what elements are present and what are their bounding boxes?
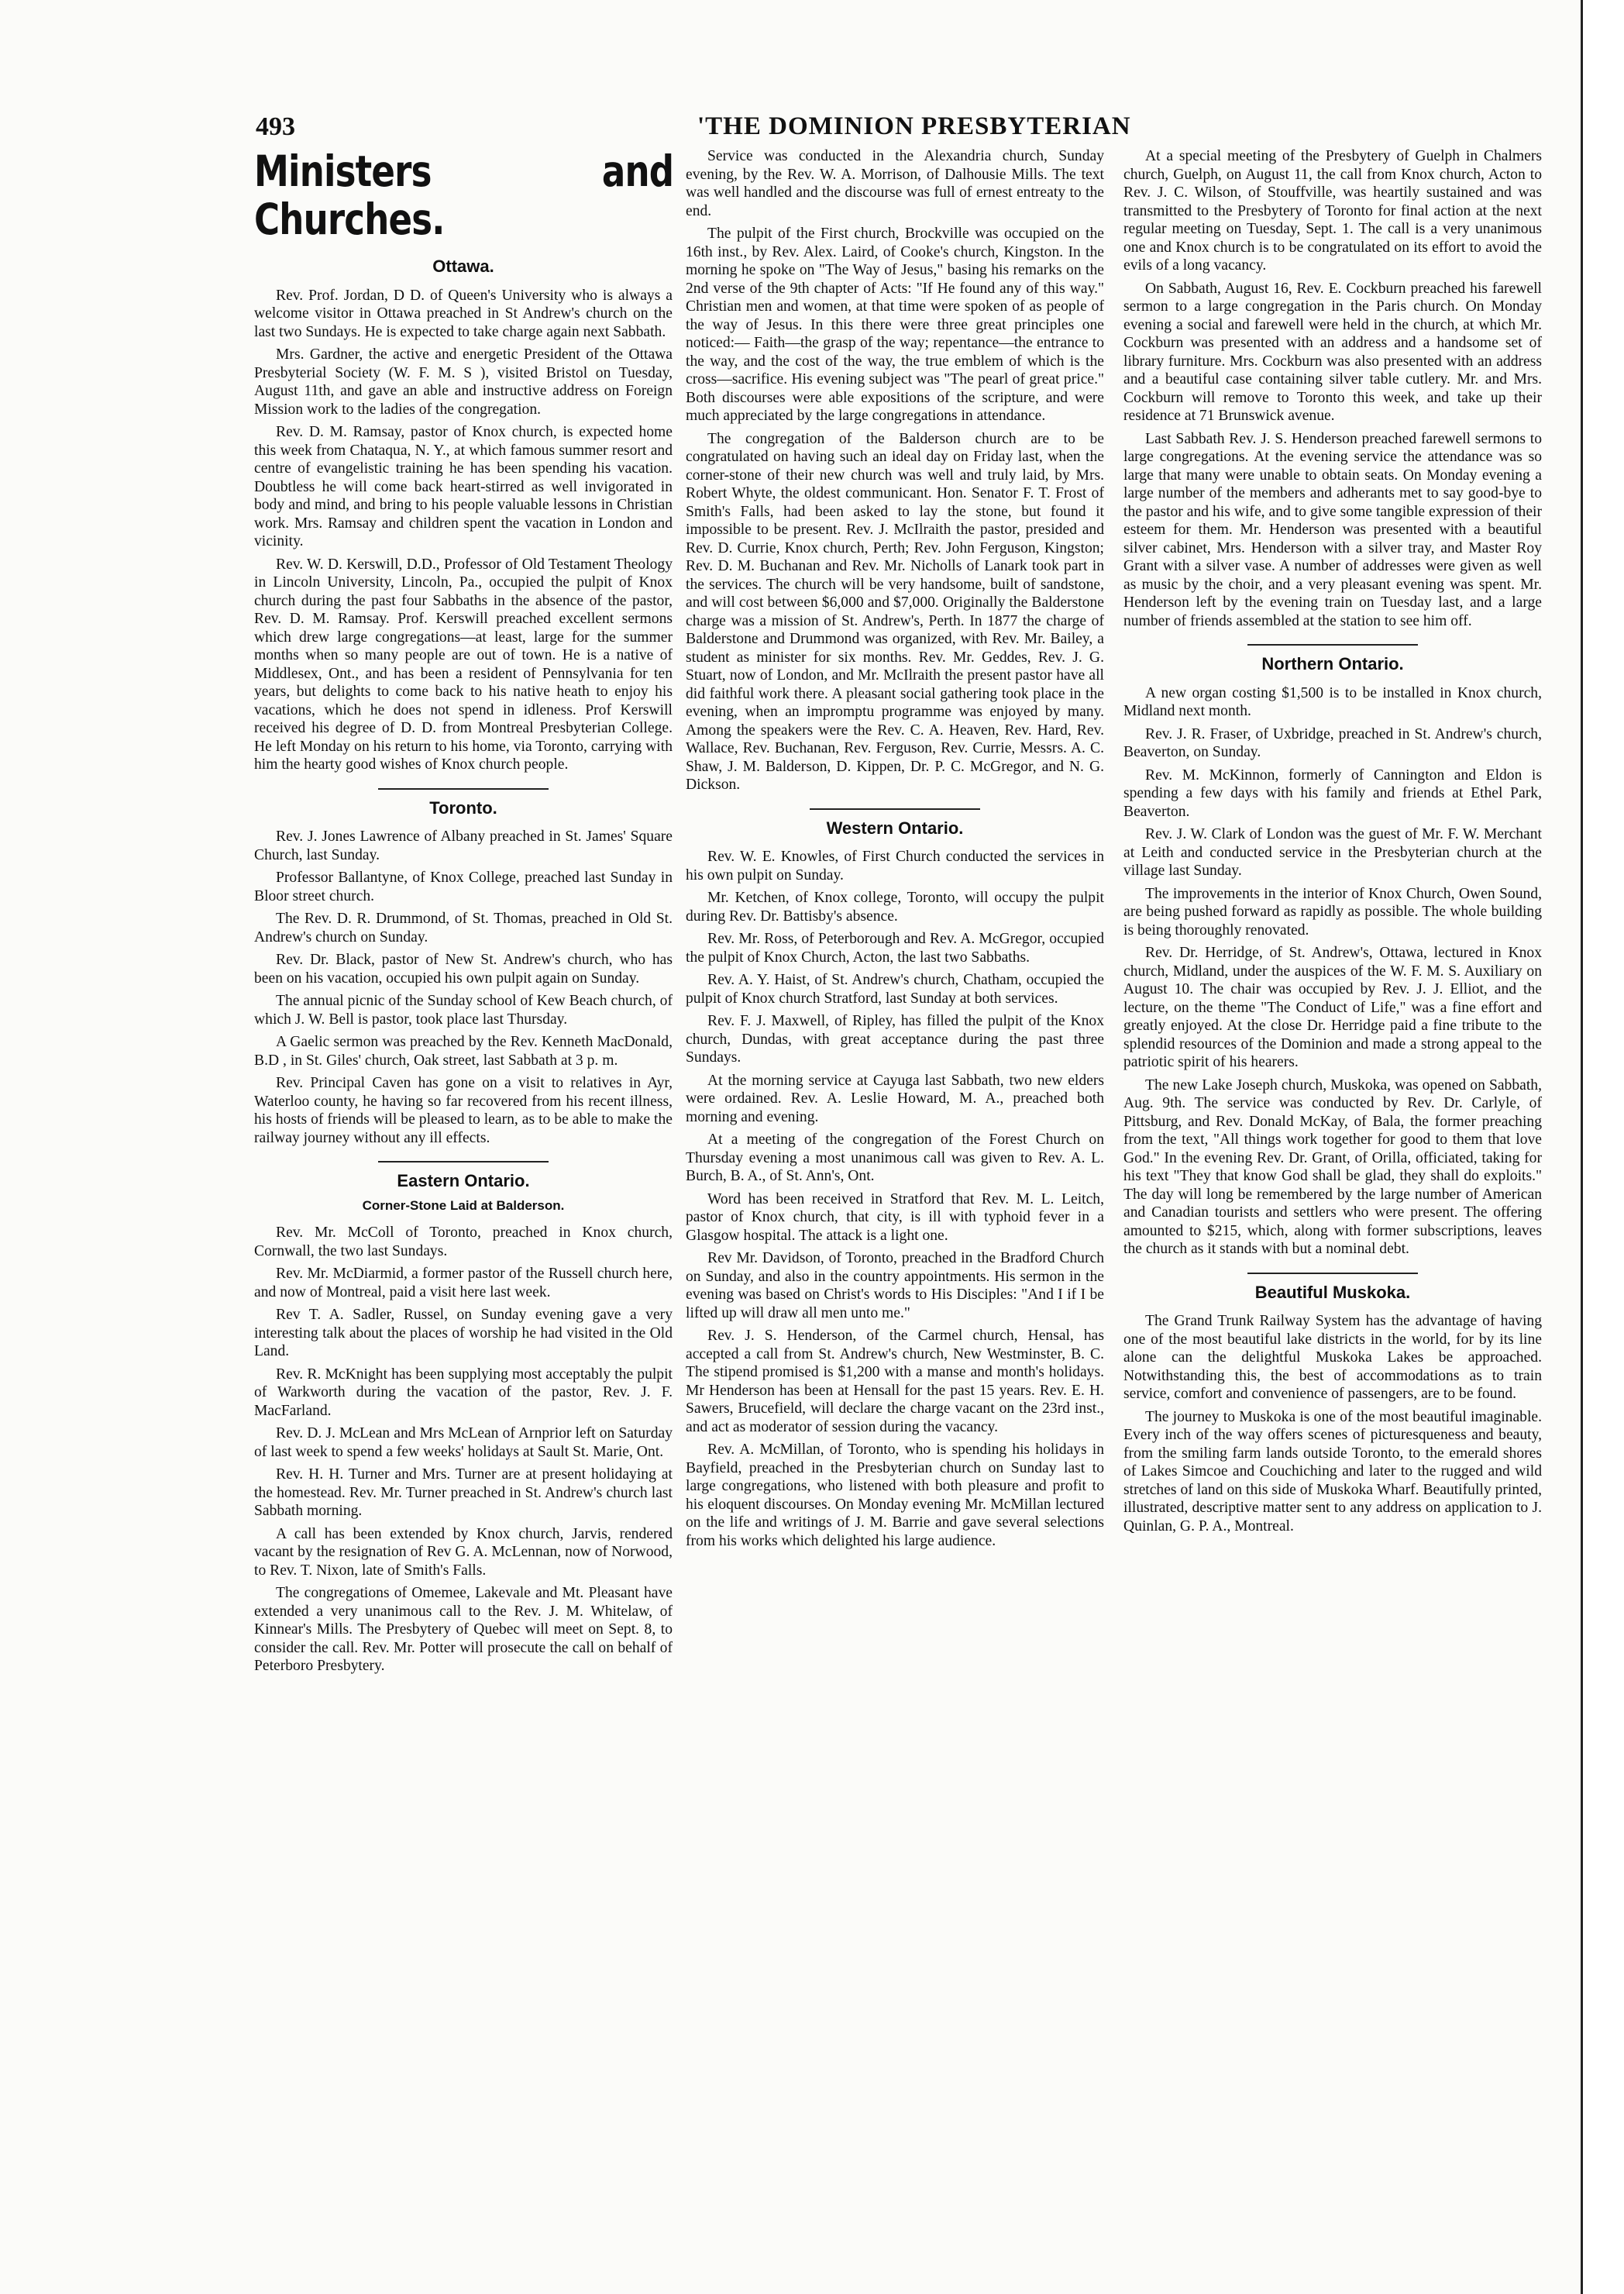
paragraph: The annual picnic of the Sunday school of Kew Beach church, of which J. W. Bell is pastor, took place last Thursday. (254, 993, 673, 1028)
column-one (254, 147, 673, 1680)
paragraph: Rev. J. R. Fraser, of Uxbridge, preached in St. Andrew's church, Beaverton, on Sunday. (1123, 725, 1542, 760)
section-divider (378, 1161, 549, 1162)
section-heading-ottawa: Ottawa. (432, 257, 494, 276)
paragraph: Rev. M. McKinnon, formerly of Cannington and Eldon is spending a few days with his family and friends at Ethel Park, Beaverton. (1123, 766, 1542, 820)
paragraph: Rev. H. H. Turner and Mrs. Turner are at present holidaying at the homestead. Rev. Mr. Turner preached in St. Andrew's church last Sabbath morning. (254, 1466, 673, 1519)
paragraph: Rev. A. McMillan, of Toronto, who is spending his holidays in Bayfield, preached in the Presbyterian church on Sunday last to large congregations, who listened with both pleasure and profit to his eloquent discourses. On Monday evening Mr. McMillan lectured on the life and writings of J. M. Barrie and gave several selections from his works which delighted his large audience. (686, 1442, 1104, 1549)
paragraph: Rev. J. Jones Lawrence of Albany preached in St. James' Square Church, last Sunday. (254, 828, 673, 863)
column-three (1123, 147, 1542, 1540)
paragraph: Rev. Mr. McColl of Toronto, preached in Knox church, Cornwall, the two last Sundays. (254, 1224, 673, 1259)
paragraph: The new Lake Joseph church, Muskoka, was opened on Sabbath, Aug. 9th. The service was conducted by Rev. Dr. Carlyle, of Pittsburg, and Rev. Donald McKay, of Bala, the former preaching from the text, "All things work together for good to them that love God." In the evening Rev. Dr. Grant, of Orilla, officiated, taking for his text "They that know God shall be glad, they shall do exploits." The day will long be remembered by the large number of American and Canadian tourists and settlers who were present. The offering amounted to $215, which, along with former subscriptions, leaves the church as it stands with but a nominal debt. (1123, 1076, 1542, 1257)
paragraph: Professor Ballantyne, of Knox College, preached last Sunday in Bloor street church. (254, 870, 673, 904)
paragraph: Rev. Dr. Herridge, of St. Andrew's, Ottawa, lectured in Knox church, Midland, under the auspices of the W. F. M. S. Auxiliary on August 10. The chair was occupied by Rev. J. J. Elliot, and the lecture, on the theme "The Conduct of Life," was a fine effort and greatly enjoyed. At the close Dr. Herridge paid a fine tribute to the splendid resources of the Dominion and made a strong appeal to the patriotic spirit of his hearers. (1123, 945, 1542, 1070)
paragraph: Rev. R. McKnight has been supplying most acceptably the pulpit of Warkworth during the vacation of the pastor, Rev. J. F. MacFarland. (254, 1366, 673, 1419)
section-heading-western-ontario: Western Ontario. (826, 818, 964, 838)
paragraph: The Rev. D. R. Drummond, of St. Thomas, preached in Old St. Andrew's church on Sunday. (254, 911, 673, 946)
section-heading-toronto: Toronto. (429, 797, 497, 818)
paragraph: Mr. Ketchen, of Knox college, Toronto, will occupy the pulpit during Rev. Dr. Battisby's absence. (686, 890, 1104, 925)
paragraph: Rev. F. J. Maxwell, of Ripley, has filled the pulpit of the Knox church, Dundas, with great acceptance during the past three Sundays. (686, 1013, 1104, 1066)
paragraph: The congregation of the Balderson church are to be congratulated on having such an ideal day on Friday last, when the corner-stone of their new church was well and truly laid, by Mrs. Robert Whyte, the oldest communicant. Hon. Senator F. T. Frost of Smith's Falls, had been asked to lay the stone, but found it impossible to be present. Rev. J. McIlraith the pastor, presided and Rev. D. Currie, Knox church, Perth; Rev. John Ferguson, Kingston; Rev. D. M. Buchanan and Rev. Mr. Nicholls of Lanark took part in the services. The church will be very handsome, built of sandstone, and will cost between $6,000 and $7,000. Originally the Balderstone charge was a mission of St. Andrew's, Perth. In 1877 the charge of Balderstone and Drummond was organized, with Rev. Mr. Bailey, a student as minister for six months. Rev. Mr. Geddes, Rev. J. G. Stuart, now of London, and Mr. McIlraith the present pastor have all did faithful work there. A pleasant social gathering took place in the evening, when an impromptu programme was enjoyed by many. Among the speakers were the Rev. C. A. Heaven, Rev. Hard, Rev. Wallace, Rev. Buchanan, Rev. Ferguson, Rev. Currie, Messrs. A. C. Shaw, J. M. Balderson, D. Kippen, Dr. P. C. McGregor, and N. G. Dickson. (686, 430, 1104, 793)
section-divider (810, 808, 980, 810)
paragraph: At the morning service at Cayuga last Sabbath, two new elders were ordained. Rev. A. Leslie Howard, M. A., preached both morning and evening. (686, 1072, 1104, 1125)
section-heading-eastern-ontario: Eastern Ontario. (397, 1171, 530, 1190)
paragraph: Rev. Mr. McDiarmid, a former pastor of the Russell church here, and now of Montreal, paid a visit here last week. (254, 1266, 673, 1300)
paragraph: Rev. Mr. Ross, of Peterborough and Rev. A. McGregor, occupied the pulpit of Knox Church, Acton, the last two Sabbaths. (686, 931, 1104, 966)
masthead-title: Ministers and Churches. (254, 146, 674, 244)
paragraph: The pulpit of the First church, Brockville was occupied on the 16th inst., by Rev. Alex. Laird, of Cooke's church, Kingston. In the morning he spoke on "The Way of Jesus," basing his remarks on the 2nd verse of the 9th chapter of Acts: "If He found any of this way." Christian men and women, at that time were spoken of as people of the way of Jesus. In this there were three great principles one noticed:— Faith—the grasp of the way; repentance—the entrance to the way, and the cost of the way, the true emblem of which is the cross—sacrifice. His evening subject was "The pearl of great price." Both discourses were able expositions of the scripture, and were much appreciated by the large congregations in attendance. (686, 226, 1104, 424)
paragraph: Rev. J. W. Clark of London was the guest of Mr. F. W. Merchant at Leith and conducted service in the Presbyterian church at the village last Sunday. (1123, 826, 1542, 879)
paragraph: Rev T. A. Sadler, Russel, on Sunday evening gave a very interesting talk about the places of worship he had visited in the Old Land. (254, 1307, 673, 1359)
section-heading-northern-ontario: Northern Ontario. (1261, 654, 1404, 673)
adjacent-page-edge (1581, 0, 1624, 2294)
paragraph: A call has been extended by Knox church, Jarvis, rendered vacant by the resignation of Rev G. A. McLennan, now of Norwood, to Rev. T. Nixon, late of Smith's Falls. (254, 1525, 673, 1579)
section-divider (1247, 644, 1418, 646)
paragraph: Service was conducted in the Alexandria church, Sunday evening, by the Rev. W. A. Morrison, of Dalhousie Mills. The text was well handled and the discourse was full of ernest entreaty to the end. (686, 148, 1104, 219)
paragraph: On Sabbath, August 16, Rev. E. Cockburn preached his farewell sermon to a large congregation in the Paris church. On Monday evening a social and farewell were held in the church, at which Mr. Cockburn was presented with an address and a handsome set of library furniture. Mrs. Cockburn was also presented with an address and a beautiful case containing silver table cutlery. Mr. and Mrs. Cockburn will remove to Toronto this week, and take up their residence at 71 Brunswick avenue. (1123, 280, 1542, 424)
section-divider (1247, 1273, 1418, 1274)
paragraph: Rev. A. Y. Haist, of St. Andrew's church, Chatham, occupied the pulpit of Knox church Stratford, last Sunday at both services. (686, 972, 1104, 1007)
section-subheading: Corner-Stone Laid at Balderson. (362, 1197, 565, 1213)
paragraph: Rev. D. M. Ramsay, pastor of Knox church, is expected home this week from Chataqua, N. Y., at which famous summer resort and centre of evangelistic training he has been spending his vacation. Doubtless he will come back heart-stirred as well invigorated in body and mind, and bring to his people valuable lessons in Christian work. Mrs. Ramsay and children spent the vacation in London and vicinity. (254, 424, 673, 549)
paragraph: Rev. J. S. Henderson, of the Carmel church, Hensal, has accepted a call from St. Andrew's church, New Westminster, B. C. The stipend promised is $1,200 with a manse and month's holidays. Mr Henderson has been at Hensall for the past 15 years. Rev. E. H. Sawers, Brucefield, will declare the charge vacant on the 23rd inst., and act as moderator of session during the vacancy. (686, 1328, 1104, 1435)
paragraph: Last Sabbath Rev. J. S. Henderson preached farewell sermons to large congregations. At the evening service the attendance was so large that many were unable to obtain seats. On Monday evening a large number of the members and adherants met to say good-bye to the pastor and his wife, and to give some tangible expression of their esteem for them. Mr. Henderson was presented with a beautiful silver cabinet, Mrs. Henderson with a silver tray, and Master Roy Grant with a silver vase. A number of addresses were given as well as music by the choir, and a very pleasant evening was spent. Mr. Henderson left by the evening train on Tuesday last, and a large number of friends assembled at the station to see him off. (1123, 430, 1542, 629)
paragraph: Rev. D. J. McLean and Mrs McLean of Arnprior left on Saturday of last week to spend a few weeks' holidays at Sault St. Marie, Ont. (254, 1425, 673, 1460)
paragraph: Rev Mr. Davidson, of Toronto, preached in the Bradford Church on Sunday, and also in the country appointments. His sermon in the evening was based on Christ's words to His Disciples: "And I if I be lifted up will draw all men unto me." (686, 1250, 1104, 1321)
paragraph: The congregations of Omemee, Lakevale and Mt. Pleasant have extended a very unanimous call to the Rev. J. M. Whitelaw, of Kinnear's Mills. The Presbytery of Quebec will meet on Sept. 8, to consider the call. Rev. Mr. Potter will prosecute the call on behalf of Peterboro Presbytery. (254, 1585, 673, 1674)
paragraph: The Grand Trunk Railway System has the advantage of having one of the most beautiful lake districts in the world, for by its line alone can the delightful Muskoka Lakes be approached. Notwithstanding this, the best of accommodations as to train service, comfort and convenience of passengers, are to be found. (1123, 1313, 1542, 1402)
paragraph: Rev. W. E. Knowles, of First Church conducted the services in his own pulpit on Sunday. (686, 849, 1104, 884)
paragraph: Word has been received in Stratford that Rev. M. L. Leitch, pastor of Knox church, that city, is ill with typhoid fever in a Glasgow hospital. The attack is a light one. (686, 1190, 1104, 1244)
column-two (686, 147, 1104, 1555)
paragraph: Rev. W. D. Kerswill, D.D., Professor of Old Testament Theology in Lincoln University, Lincoln, Pa., occupied the pulpit of Knox church during the past four Sabbaths in the absence of the pastor, Rev. D. M. Ramsay. Prof. Kerswill preached excellent sermons which drew large congregations—at least, large for the summer months when so many people are out of town. He is a native of Middlesex, Ont., and has been a resident of Pennsylvania for ten years, but delights to come back to his native heath to enjoy his vacations, which he does not spend in idleness. Prof Kerswill received his degree of D. D. from Montreal Presbyterian College. He left Monday on his return to his home, via Toronto, carrying with him the hearty good wishes of Knox church people. (254, 556, 673, 773)
paragraph: The improvements in the interior of Knox Church, Owen Sound, are being pushed forward as rapidly as possible. The whole building is being thoroughly renovated. (1123, 885, 1542, 939)
paragraph: Mrs. Gardner, the active and energetic President of the Ottawa Presbyterial Society (W. F. M. S ), visited Bristol on Tuesday, August 11th, and gave an able and instructive address on Foreign Mission work to the ladies of the congregation. (254, 346, 673, 418)
paragraph: Rev. Prof. Jordan, D D. of Queen's University who is always a welcome visitor in Ottawa preached in St Andrew's church on the last two Sundays. He is expected to take charge again next Sabbath. (254, 287, 673, 340)
paragraph: The journey to Muskoka is one of the most beautiful imaginable. Every inch of the way offers scenes of picturesqueness and beauty, from the smiling farm lands outside Toronto, to the emerald shores of Lakes Simcoe and Couchiching and later to the rugged and wild stretches of land on this side of Muskoka Wharf. Beautifully printed, illustrated, descriptive matter sent to any address on application to J. Quinlan, G. P. A., Montreal. (1123, 1408, 1542, 1534)
paragraph: A Gaelic sermon was preached by the Rev. Kenneth MacDonald, B.D , in St. Giles' church, Oak street, last Sabbath at 3 p. m. (254, 1034, 673, 1069)
page-number: 493 (256, 112, 295, 141)
running-head: 'THE DOMINION PRESBYTERIAN (697, 112, 1131, 140)
paragraph: At a special meeting of the Presbytery of Guelph in Chalmers church, Guelph, on August 11, the call from Knox church, Acton to Rev. J. C. Wilson, of Stouffville, was heartily sustained and was transmitted to the Presbytery of Toronto for final action at the next regular meeting on Tuesday, Sept. 1. The call is a very unanimous one and Knox church is to be congratulated on its effort to avoid the evils of a long vacancy. (1123, 148, 1542, 274)
section-divider (378, 788, 549, 790)
paragraph: Rev. Principal Caven has gone on a visit to relatives in Ayr, Waterloo county, he having so far recovered from his recent illness, his hosts of friends will be pleased to learn, as to be able to make the railway journey without any ill effects. (254, 1075, 673, 1146)
paragraph: A new organ costing $1,500 is to be installed in Knox church, Midland next month. (1123, 684, 1542, 719)
paragraph: At a meeting of the congregation of the Forest Church on Thursday evening a most unanimous call was given to Rev. A. L. Burch, B. A., of St. Ann's, Ont. (686, 1132, 1104, 1184)
section-heading-beautiful-muskoka: Beautiful Muskoka. (1254, 1282, 1411, 1302)
paragraph: Rev. Dr. Black, pastor of New St. Andrew's church, who has been on his vacation, occupied his own pulpit again on Sunday. (254, 952, 673, 987)
